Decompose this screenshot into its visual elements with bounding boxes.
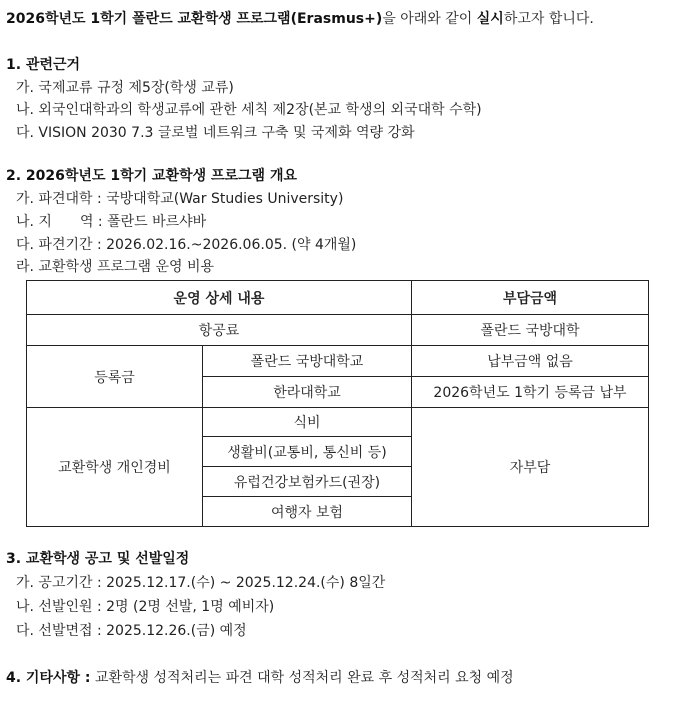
section1-item: 다. VISION 2030 7.3 글로벌 네트워크 구축 및 국제화 역량 강화 bbox=[16, 125, 415, 141]
intro-emphasis: 실시 bbox=[476, 11, 504, 27]
table-row bbox=[27, 408, 649, 437]
section3-item: 다. 선발면접 : 2025.12.26.(금) 예정 bbox=[16, 623, 247, 639]
section1-item: 나. 외국인대학과의 학생교류에 관한 세칙 제2장(본교 학생의 외국대학 수학) bbox=[16, 102, 482, 118]
tuition-payer: 2026학년도 1학기 등록금 납부 bbox=[412, 377, 649, 408]
intro-text: 을 아래와 같이 bbox=[382, 11, 477, 27]
personal-expense-item: 유럽건강보험카드(권장) bbox=[203, 467, 412, 497]
intro-program-title: 2026학년도 1학기 폴란드 교환학생 프로그램(Erasmus+) bbox=[6, 11, 383, 27]
section2-item: 다. 파견기간 : 2026.02.16.~2026.06.05. (약 4개월) bbox=[16, 237, 357, 253]
section3-item: 가. 공고기간 : 2025.12.17.(수) ~ 2025.12.24.(수) 8일간 bbox=[16, 575, 386, 591]
personal-expense-item: 생활비(교통비, 통신비 등) bbox=[203, 437, 412, 467]
section1-title: 1. 관련근거 bbox=[6, 57, 81, 73]
section2-item: 라. 교환학생 프로그램 운영 비용 bbox=[16, 259, 215, 275]
airfare-label: 항공료 bbox=[27, 315, 412, 346]
tuition-payer: 납부금액 없음 bbox=[412, 346, 649, 377]
table-row bbox=[27, 346, 649, 377]
section3-title: 3. 교환학생 공고 및 선발일정 bbox=[6, 551, 190, 567]
personal-expense-item: 식비 bbox=[203, 408, 412, 437]
table-header-row bbox=[27, 281, 649, 315]
airfare-payer: 폴란드 국방대학 bbox=[412, 315, 649, 346]
tuition-school: 폴란드 국방대학교 bbox=[203, 346, 412, 377]
cost-table bbox=[26, 280, 649, 527]
personal-expense-label: 교환학생 개인경비 bbox=[27, 408, 203, 527]
tuition-label: 등록금 bbox=[27, 346, 203, 408]
section4-title: 4. 기타사항 : bbox=[6, 670, 91, 686]
header-payer: 부담금액 bbox=[412, 281, 649, 315]
section2-item: 나. 지 역 : 폴란드 바르샤바 bbox=[16, 214, 207, 230]
section1-item: 가. 국제교류 규정 제5장(학생 교류) bbox=[16, 80, 234, 96]
header-details: 운영 상세 내용 bbox=[27, 281, 412, 315]
section4-text: 교환학생 성적처리는 파견 대학 성적처리 완료 후 성적처리 요청 예정 bbox=[94, 670, 514, 686]
personal-expense-item: 여행자 보험 bbox=[203, 497, 412, 527]
section2-title: 2. 2026학년도 1학기 교환학생 프로그램 개요 bbox=[6, 168, 297, 184]
section4-paragraph bbox=[6, 668, 514, 688]
intro-text-end: 하고자 합니다. bbox=[503, 11, 594, 27]
section2-item: 가. 파견대학 : 국방대학교(War Studies University) bbox=[16, 191, 344, 207]
section3-item: 나. 선발인원 : 2명 (2명 선발, 1명 예비자) bbox=[16, 599, 275, 615]
table-row bbox=[27, 315, 649, 346]
personal-expense-payer: 자부담 bbox=[412, 408, 649, 527]
tuition-school: 한라대학교 bbox=[203, 377, 412, 408]
intro-paragraph bbox=[6, 9, 594, 29]
